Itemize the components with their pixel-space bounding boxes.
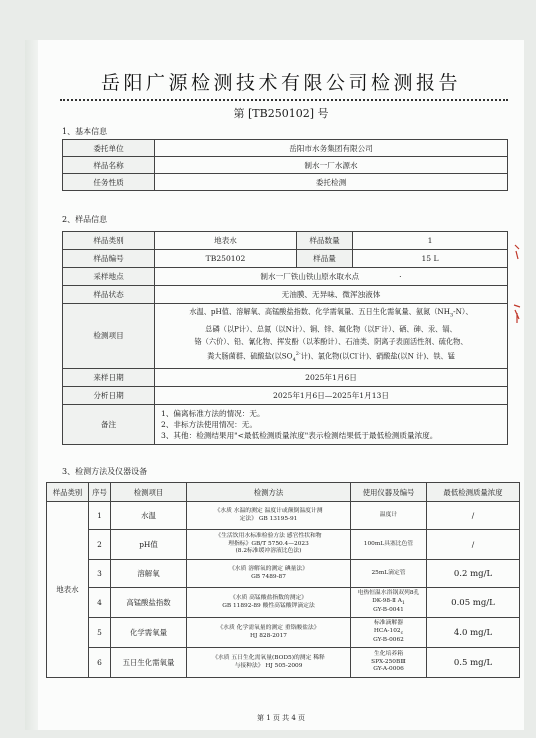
- sample-info-table: [62, 231, 508, 445]
- row-no: 4: [89, 588, 111, 618]
- instrument-model: HCA-102: [373, 627, 401, 634]
- items-text: 计)、氯化物(以Cl: [300, 351, 358, 361]
- table-row: [63, 250, 508, 268]
- value-sample-amount: 15 L: [353, 250, 508, 268]
- label-sample-amount: 样品量: [297, 250, 353, 268]
- seal-mark-fragments: [512, 215, 522, 335]
- row-item: 化学需氧量: [111, 618, 187, 648]
- label-sample-id: 样品编号: [63, 250, 155, 268]
- value-client: 岳阳市水务集团有限公司: [155, 140, 508, 157]
- value-sample-state: 无油膜、无异味、微浑浊液体: [155, 286, 508, 304]
- table-row: [63, 304, 508, 369]
- value-analysis-date: 2025年1月6日—2025年1月13日: [155, 386, 508, 404]
- items-text: 粪大肠菌群、硫酸盐(以SO: [207, 351, 293, 361]
- label-sampling-site: 采样地点: [63, 268, 155, 286]
- header-test-method: 检测方法: [187, 483, 351, 502]
- label-sample-type: 样品类别: [63, 232, 155, 250]
- row-limit: 0.05 mg/L: [427, 588, 520, 618]
- row-method: [187, 502, 351, 530]
- table-row: [47, 618, 520, 648]
- basic-info-table: [62, 139, 508, 191]
- method-line: 理指标》GB/T 5750.4—2023: [228, 540, 309, 547]
- table-row: [63, 140, 508, 157]
- header-min-concentration: 最低检测质量浓度: [427, 483, 520, 502]
- title-divider: [60, 99, 508, 101]
- row-method: [187, 588, 351, 618]
- row-no: 1: [89, 502, 111, 530]
- row-method: [187, 648, 351, 678]
- row-instrument: [351, 502, 427, 530]
- row-no: 6: [89, 648, 111, 678]
- row-item: 高锰酸盐指数: [111, 588, 187, 618]
- method-line: 与接种法》 HJ 505-2009: [234, 662, 303, 669]
- value-sample-id: TB250102: [155, 250, 297, 268]
- method-line: 《水质 溶解氧的测定 碘量法》: [228, 566, 309, 572]
- table-row: [63, 232, 508, 250]
- items-superscript: 2-: [295, 350, 301, 357]
- items-superscript: -: [379, 324, 382, 331]
- page-footer: 第 1 页 共 4 页: [256, 714, 306, 722]
- row-method: [187, 530, 351, 560]
- table-row: [63, 404, 508, 444]
- row-no: 2: [89, 530, 111, 560]
- items-text: 水温、pH值、溶解氧、高锰酸盐指数、化学需氧量、五日生化需氧量、氨氮（NH: [189, 307, 450, 316]
- row-instrument: [351, 560, 427, 588]
- row-no: 3: [89, 560, 111, 588]
- section-sample-info-heading: 2、样品信息: [62, 215, 108, 224]
- value-test-items: [155, 304, 508, 369]
- method-line: HJ 828-2017: [250, 632, 287, 639]
- row-item: pH值: [111, 530, 187, 560]
- row-limit: /: [427, 530, 520, 560]
- row-limit: 4.0 mg/L: [427, 618, 520, 648]
- row-item: 溶解氧: [111, 560, 187, 588]
- row-limit: 0.5 mg/L: [427, 648, 520, 678]
- header-test-item: 检测项目: [111, 483, 187, 502]
- row-limit: /: [427, 502, 520, 530]
- report-page: [38, 40, 524, 730]
- method-line: GB 11892-89 酸性高锰酸钾滴定法: [222, 602, 315, 609]
- items-text: 计）、硒、砷、汞、镉、: [381, 324, 457, 334]
- instrument-line: SPX-250BⅢ: [371, 658, 406, 665]
- table-row: [47, 588, 520, 618]
- category-surface-water: 地表水: [47, 502, 89, 678]
- instrument-line: GY-B-0062: [373, 637, 404, 644]
- instrument-model: DK-98-Ⅱ A: [372, 597, 402, 604]
- section-methods-heading: 3、检测方法及仪器设备: [62, 467, 148, 476]
- table-row: [63, 368, 508, 386]
- table-row: [47, 502, 520, 530]
- table-row: [63, 157, 508, 174]
- sampling-site-mark: ·: [399, 272, 402, 281]
- instrument-line: 温度计: [379, 511, 398, 518]
- row-item: 水温: [111, 502, 187, 530]
- instrument-line: 100mL具塞比色管: [363, 540, 414, 547]
- row-method: [187, 560, 351, 588]
- method-line: (8.2标准缓冲溶液比色法): [235, 548, 302, 555]
- header-no: 序号: [89, 483, 111, 502]
- label-remarks: 备注: [63, 404, 155, 444]
- value-sampling-site: [155, 268, 508, 286]
- method-line: 《水质 高锰酸盐指数的测定》: [229, 595, 308, 601]
- test-items-line-1: [161, 306, 501, 321]
- label-analysis-date: 分析日期: [63, 386, 155, 404]
- items-text: 计)、硝酸盐(以N 计)、铁、锰: [358, 351, 455, 361]
- instrument-line: [353, 628, 424, 638]
- instrument-line: 生化培养箱: [374, 651, 403, 658]
- instrument-subscript: c: [400, 630, 404, 636]
- value-sample-name: 制水一厂水源水: [155, 157, 508, 174]
- table-row: [63, 386, 508, 404]
- methods-table: [46, 482, 520, 678]
- items-superscript: -: [357, 350, 359, 357]
- row-method: [187, 618, 351, 648]
- row-item: 五日生化需氧量: [111, 648, 187, 678]
- items-text: -N）、: [453, 307, 473, 316]
- label-client: 委托单位: [63, 140, 155, 157]
- row-instrument: [351, 648, 427, 678]
- row-no: 5: [89, 618, 111, 648]
- binding-edge: [25, 40, 38, 730]
- value-sample-type: 地表水: [155, 232, 297, 250]
- instrument-line: GY-B-0041: [373, 607, 404, 614]
- header-sample-category: 样品类别: [47, 483, 89, 502]
- items-text: 总磷（以P计）、总氮（以N计）、铜、锌、氟化物（以F: [205, 324, 380, 334]
- test-items-line-2: [161, 321, 501, 335]
- label-test-items: 检测项目: [63, 304, 155, 369]
- remark-line-1: 1、偏离标准方法的情况：无。: [161, 408, 265, 418]
- method-line: GB 7489-87: [251, 573, 286, 580]
- value-receive-date: 2025年1月6日: [155, 368, 508, 386]
- instrument-subscript: 1: [401, 600, 405, 606]
- row-instrument: [351, 530, 427, 560]
- table-row: [47, 560, 520, 588]
- instrument-line: 标准滴解器: [374, 620, 403, 627]
- items-subscript: 4: [292, 356, 296, 363]
- remark-line-2: 2、非标方法使用情况：无。: [161, 419, 257, 429]
- section-basic-info-heading: 1、基本信息: [62, 127, 108, 136]
- instrument-line: 电热恒温水浴锅双列8孔: [357, 590, 420, 597]
- value-remarks: [155, 404, 508, 444]
- method-line: 《水质 五日生化需氧量(BOD5)的测定 稀释: [212, 655, 325, 661]
- table-row: [63, 268, 508, 286]
- label-sample-qty: 样品数量: [297, 232, 353, 250]
- test-items-line-3: 铬（六价）、铅、氰化物、挥发酚（以苯酚计）、石油类、阴离子表面活性剂、硫化物、: [194, 336, 468, 346]
- row-instrument: [351, 588, 427, 618]
- report-number: 第 [TB250102] 号: [233, 107, 329, 120]
- items-subscript: 3: [449, 312, 454, 319]
- test-items-line-4: [161, 348, 501, 366]
- table-row: [47, 530, 520, 560]
- label-task-nature: 任务性质: [63, 174, 155, 191]
- instrument-line: GY-A-0006: [373, 666, 404, 673]
- instrument-line: 25mL滴定管: [371, 569, 406, 576]
- method-line: 《水质 化学需氧量的测定 重铬酸盐法》: [217, 625, 320, 631]
- method-line: 《生活饮用水标准检验方法 感官性状和物: [215, 533, 322, 540]
- label-sample-name: 样品名称: [63, 157, 155, 174]
- label-receive-date: 来样日期: [63, 368, 155, 386]
- remark-line-3: 3、其他：检测结果用"<最低检测质量浓度"表示检测结果低于最低检测质量浓度。: [161, 430, 438, 440]
- method-line: 《水质 水温的测定 温度计或颠倒温度计测: [214, 508, 323, 514]
- methods-header-row: [47, 483, 520, 502]
- instrument-line: [353, 598, 424, 608]
- value-sample-qty: 1: [353, 232, 508, 250]
- row-limit: 0.2 mg/L: [427, 560, 520, 588]
- value-task-nature: 委托检测: [155, 174, 508, 191]
- table-row: [63, 174, 508, 191]
- table-row: [47, 648, 520, 678]
- report-title: 岳阳广源检测技术有限公司检测报告: [100, 72, 461, 94]
- row-instrument: [351, 618, 427, 648]
- table-row: [63, 286, 508, 304]
- method-line: 定法》 GB 13195-91: [239, 515, 298, 522]
- header-instrument: 使用仪器及编号: [351, 483, 427, 502]
- label-sample-state: 样品状态: [63, 286, 155, 304]
- sampling-site-text: 制水一厂铁山铁山原水取水点: [260, 272, 360, 281]
